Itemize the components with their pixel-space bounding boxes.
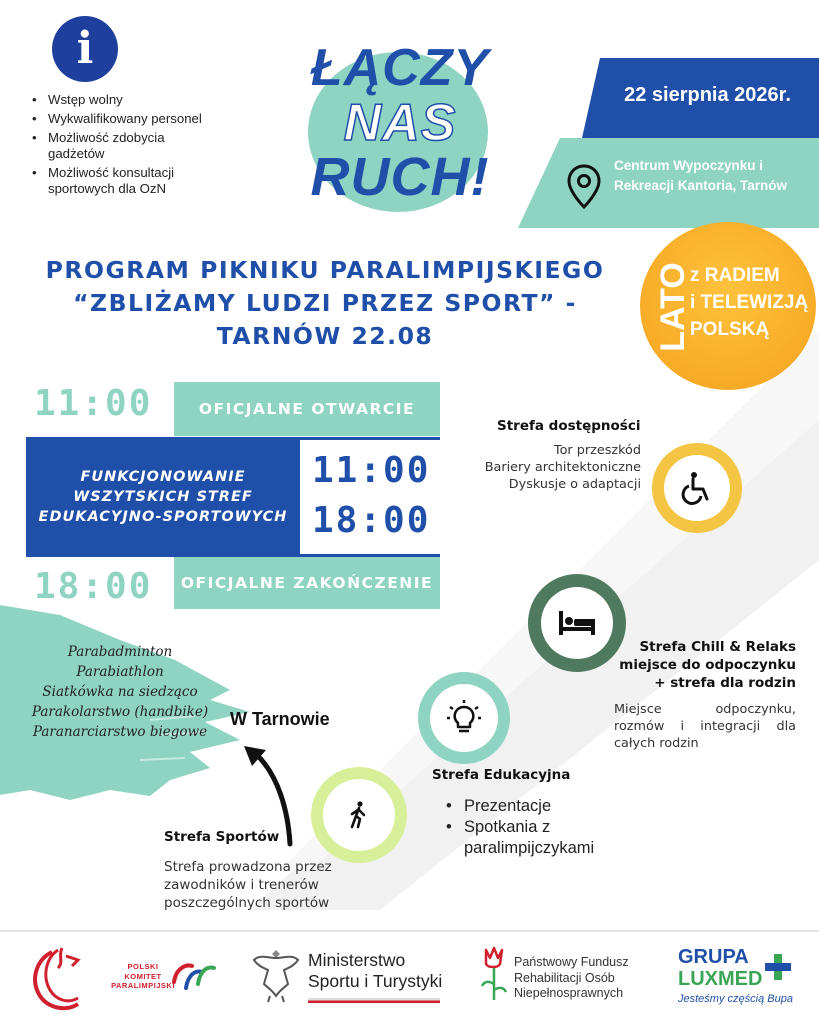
sport-item: Siatkówka na siedząco bbox=[42, 684, 198, 700]
location-note: W Tarnowie bbox=[230, 709, 330, 729]
sport-item: Parabadminton bbox=[67, 644, 173, 660]
info-item: • Możliwość zdobycia gadżetów bbox=[30, 130, 210, 162]
event-date: 22 sierpnia 2026r. bbox=[624, 84, 791, 106]
closing-time: 18:00 bbox=[34, 566, 153, 607]
lato-word: LATO bbox=[654, 262, 692, 352]
luxmed-tagline: Jesteśmy częścią Bupa bbox=[678, 993, 793, 1005]
flag-bar bbox=[308, 998, 440, 1003]
logo-line-3: RUCH! bbox=[310, 147, 490, 207]
sport-item: Parakolarstwo (handbike) bbox=[31, 704, 209, 720]
pkp-line: KOMITET bbox=[124, 971, 162, 981]
divider bbox=[300, 437, 440, 440]
access-zone-badge bbox=[652, 443, 742, 533]
chill-desc-line: Miejsce odpoczynku, bbox=[614, 702, 796, 717]
closing-label: OFICJALNE ZAKOŃCZENIE bbox=[174, 557, 440, 609]
pfron-line: Rehabilitacji Osób bbox=[514, 970, 615, 985]
info-item: • Możliwość konsultacji sportowych dla OzN bbox=[30, 165, 210, 197]
ministry-line: Ministerstwo bbox=[308, 950, 406, 970]
pfron-tulip-icon bbox=[478, 944, 508, 1004]
title-line: PROGRAM PIKNIKU PARALIMPIJSKIEGO bbox=[45, 256, 605, 284]
sports-zone-badge bbox=[311, 767, 407, 863]
chill-desc-line: całych rodzin bbox=[614, 736, 699, 751]
edu-zone-item: • Spotkania z paralimpijczykami bbox=[442, 817, 662, 859]
sports-desc-line: poszczególnych sportów bbox=[164, 895, 330, 911]
chill-desc-line: rozmów i integracji dla bbox=[614, 719, 796, 734]
luxmed-line: GRUPA bbox=[678, 946, 749, 968]
pfron-line: Państwowy Fundusz bbox=[514, 955, 629, 969]
walking-person-icon bbox=[348, 801, 370, 829]
lightbulb-icon bbox=[444, 698, 484, 738]
bed-icon bbox=[557, 609, 597, 637]
luxmed-line: LUXMED bbox=[678, 968, 763, 990]
sports-desc-line: zawodników i trenerów bbox=[164, 877, 319, 893]
sports-desc-line: Strefa prowadzona przez bbox=[164, 859, 332, 875]
chill-zone-desc bbox=[614, 701, 796, 752]
opening-label: OFICJALNE OTWARCIE bbox=[174, 382, 440, 436]
sports-zone-desc bbox=[164, 858, 364, 912]
opening-time: 11:00 bbox=[34, 383, 153, 424]
access-zone-title: Strefa dostępności bbox=[497, 418, 641, 434]
access-zone-line: Bariery architektoniczne bbox=[484, 460, 641, 475]
zones-start-time: 11:00 bbox=[312, 450, 431, 491]
zones-block: FUNKCJONOWANIE WSZYTSKICH STREF EDUKACYJNO-SPORTOWYCH bbox=[26, 437, 300, 557]
luxmed-name bbox=[678, 946, 762, 990]
info-icon: i bbox=[52, 16, 118, 82]
sport-item: Paranarciarstwo biegowe bbox=[32, 724, 208, 740]
page-title bbox=[20, 254, 630, 353]
footer-divider bbox=[0, 930, 819, 932]
edu-zone-badge bbox=[418, 672, 510, 764]
chill-title-line: + strefa dla rodzin bbox=[654, 675, 796, 691]
zones-end-time: 18:00 bbox=[312, 500, 431, 541]
access-zone-desc bbox=[440, 442, 641, 493]
lato-lines bbox=[690, 262, 819, 343]
wheelchair-icon bbox=[679, 470, 715, 506]
access-zone-line: Dyskusje o adaptacji bbox=[508, 477, 641, 492]
event-venue: Centrum Wypoczynku i Rekreacji Kantoria, Tarnów bbox=[614, 158, 788, 193]
ministry-line: Sportu i Turystyki bbox=[308, 971, 443, 991]
title-line: TARNÓW 22.08 bbox=[216, 322, 434, 350]
edu-zone-list bbox=[442, 796, 662, 859]
chill-zone-title bbox=[612, 638, 796, 692]
pfron-name bbox=[514, 955, 629, 1002]
lato-line: z RADIEM bbox=[690, 265, 780, 286]
chill-title-line: miejsce do odpoczynku bbox=[619, 657, 796, 673]
pkp-line: POLSKI bbox=[127, 962, 159, 971]
edu-zone-title: Strefa Edukacyjna bbox=[432, 767, 571, 783]
lato-line: i TELEWIZJĄ bbox=[690, 292, 809, 313]
sports-zone-title: Strefa Sportów bbox=[164, 829, 280, 845]
pfron-line: Niepełnosprawnych bbox=[514, 986, 624, 1000]
pkp-logo bbox=[22, 946, 106, 1014]
access-zone-line: Tor przeszkód bbox=[553, 443, 641, 458]
logo-line-1: ŁĄCZY bbox=[310, 39, 490, 97]
ministry-name bbox=[308, 950, 442, 992]
luxmed-cross-icon bbox=[764, 952, 792, 982]
polish-eagle-emblem bbox=[250, 944, 302, 1006]
title-line: “ZBLIŻAMY LUDZI PRZEZ SPORT” - bbox=[73, 289, 577, 317]
paralympic-agitos-icon bbox=[168, 958, 218, 994]
logo-line-2: NAS bbox=[343, 94, 457, 152]
info-item: • Wykwalifikowany personel bbox=[30, 111, 210, 127]
info-item: • Wstęp wolny bbox=[30, 92, 210, 108]
chill-title-line: Strefa Chill & Relaks bbox=[639, 639, 796, 655]
location-pin-icon bbox=[566, 164, 602, 210]
sport-item: Parabiathlon bbox=[76, 664, 164, 680]
sports-list bbox=[10, 642, 230, 742]
lato-line: POLSKĄ bbox=[690, 319, 770, 340]
edu-zone-item: • Prezentacje bbox=[442, 796, 662, 817]
pkp-line: PARALIMPIJSKI bbox=[111, 981, 175, 990]
info-list bbox=[30, 92, 210, 200]
